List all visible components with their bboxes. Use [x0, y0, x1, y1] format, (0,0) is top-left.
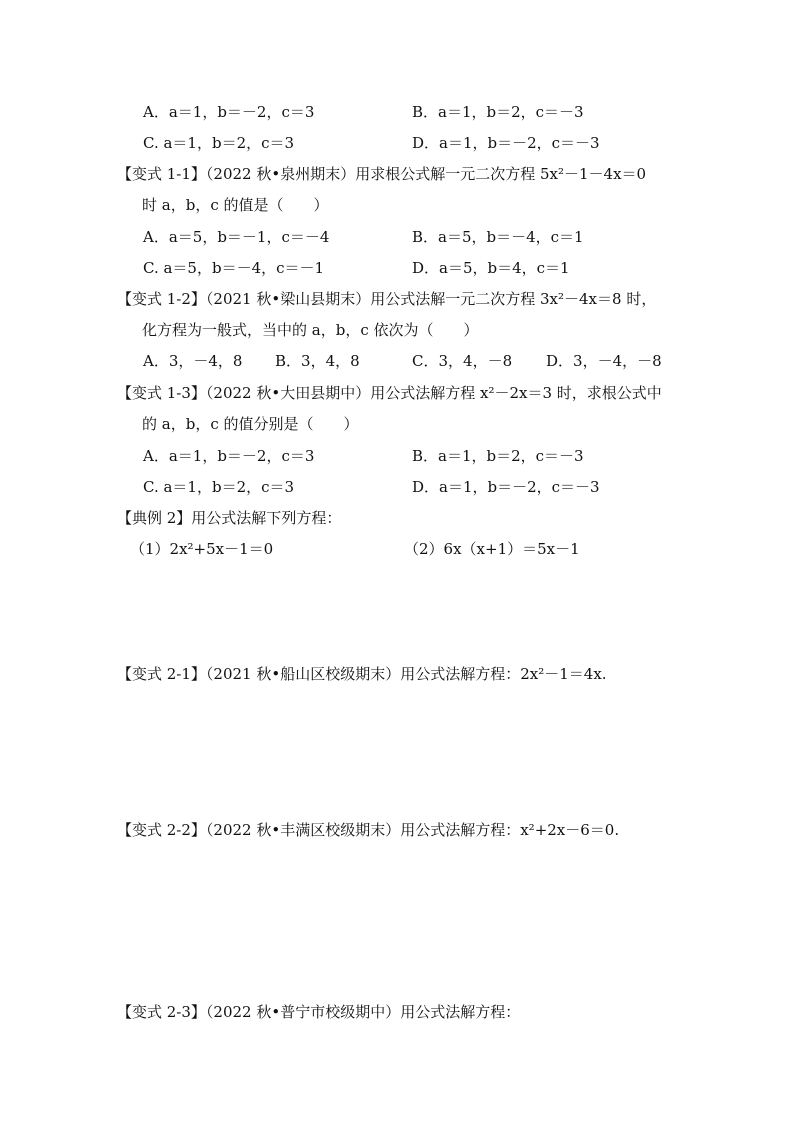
question-1-3-line1: 【变式 1-3】（2022 秋•大田县期中）用公式法解方程 x²－2x＝3 时，求根公式中 — [117, 384, 662, 402]
option-c: C．3，4，－8 — [412, 352, 513, 370]
option-a: A．a＝1，b＝－2，c＝3 — [143, 447, 315, 465]
option-d: D．a＝1，b＝－2，c＝－3 — [412, 478, 600, 496]
option-b: B．a＝1，b＝2，c＝－3 — [412, 103, 584, 121]
example-2-part-1: （1）2x²+5x－1＝0 — [130, 540, 274, 558]
option-a: A．a＝5，b＝－1，c＝－4 — [143, 228, 330, 246]
option-c: C. a＝1，b＝2，c＝3 — [143, 134, 295, 152]
question-2-3: 【变式 2-3】（2022 秋•普宁市校级期中）用公式法解方程： — [117, 1003, 521, 1021]
option-d: D．3，－4，－8 — [546, 352, 662, 370]
example-2-part-2: （2）6x（x+1）＝5x－1 — [404, 540, 580, 558]
option-b: B．3，4，8 — [275, 352, 360, 370]
option-a: A．3，－4，8 — [143, 352, 243, 370]
question-1-3-line2: 的 a，b，c 的值分别是（ ） — [142, 415, 359, 433]
option-d: D．a＝1，b＝－2，c＝－3 — [412, 134, 600, 152]
question-2-1: 【变式 2-1】（2021 秋•船山区校级期末）用公式法解方程：2x²－1＝4x. — [117, 665, 607, 683]
option-a: A．a＝1，b＝－2，c＝3 — [143, 103, 315, 121]
question-2-2: 【变式 2-2】（2022 秋•丰满区校级期末）用公式法解方程：x²+2x－6＝0. — [117, 821, 620, 839]
option-c: C. a＝5，b＝－4，c＝－1 — [143, 259, 325, 277]
option-c: C. a＝1，b＝2，c＝3 — [143, 478, 295, 496]
question-1-1-line1: 【变式 1-1】（2022 秋•泉州期末）用求根公式解一元二次方程 5x²－1－4x＝0 — [117, 165, 647, 183]
question-1-1-line2: 时 a，b，c 的值是（ ） — [142, 196, 329, 214]
question-1-2-line2: 化方程为一般式，当中的 a，b，c 依次为（ ） — [142, 321, 479, 339]
option-d: D．a＝5，b＝4，c＝1 — [412, 259, 570, 277]
example-2-title: 【典例 2】用公式法解下列方程： — [117, 509, 342, 527]
option-b: B．a＝1，b＝2，c＝－3 — [412, 447, 584, 465]
question-1-2-line1: 【变式 1-2】（2021 秋•梁山县期末）用公式法解一元二次方程 3x²－4x＝8 时， — [117, 290, 657, 308]
option-b: B．a＝5，b＝－4，c＝1 — [412, 228, 584, 246]
